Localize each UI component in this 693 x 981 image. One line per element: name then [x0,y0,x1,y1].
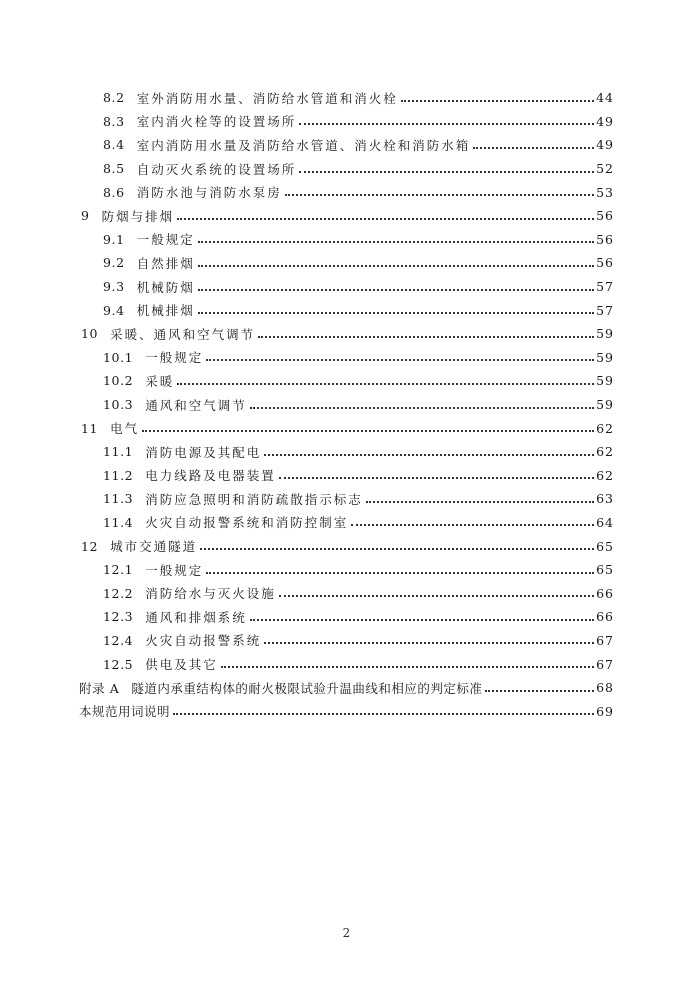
toc-entry-page: 56 [596,231,614,247]
toc-leader-dots [366,489,594,503]
toc-entry[interactable] [0,86,693,110]
toc-entry-title: 机械排烟 [136,303,195,319]
toc-entry-title: 电气 [110,421,140,437]
toc-entry-page: 56 [596,208,614,224]
toc-entry-title: 火灾自动报警系统 [145,633,262,649]
toc-leader-dots [258,324,594,338]
toc-leader-dots [142,418,594,432]
toc-entry-title: 室内消防用水量及消防给水管道、消火栓和消防水箱 [136,137,471,153]
toc-leader-dots [250,607,594,621]
toc-leader-dots [264,442,594,456]
toc-entry-title: 消防给水与灭火设施 [145,586,276,602]
toc-entry-title: 火灾自动报警系统和消防控制室 [145,515,349,531]
toc-entry-number: 8.2 [103,90,125,106]
toc-entry-page: 65 [596,562,614,578]
toc-leader-dots [279,583,594,597]
toc-leader-dots [250,395,594,409]
toc-entry-number: 12.5 [103,656,134,672]
toc-entry-page: 49 [596,137,614,153]
toc-entry-title: 电力线路及电器装置 [145,468,276,484]
toc-entry[interactable] [0,652,693,676]
toc-entry-page: 67 [596,656,614,672]
toc-entry-page: 62 [596,467,614,483]
toc-entry-page: 52 [596,161,614,177]
toc-entry[interactable] [0,699,693,723]
toc-entry[interactable] [0,157,693,181]
toc-leader-dots [401,88,594,102]
toc-entry-title: 消防应急照明和消防疏散指示标志 [145,491,363,507]
toc-entry-number: 9.2 [103,255,125,271]
toc-entry-title: 隧道内承重结构体的耐火极限试验升温曲线和相应的判定标准 [131,680,483,696]
toc-entry-page: 56 [596,255,614,271]
toc-entry-page: 57 [596,302,614,318]
toc-entry[interactable] [0,558,693,582]
toc-entry-number: 12.4 [103,632,134,648]
toc-entry-title: 室外消防用水量、消防给水管道和消火栓 [136,90,398,106]
toc-entry-page: 44 [596,90,614,106]
toc-entry-number: 12.3 [103,609,134,625]
toc-leader-dots [177,371,594,385]
toc-entry[interactable] [0,204,693,228]
toc-entry-title: 自然排烟 [136,255,195,271]
toc-leader-dots [200,536,594,550]
toc-entry-title: 防烟与排烟 [101,208,175,224]
toc-leader-dots [485,678,594,692]
toc-entry-number: 附录 A [79,680,120,696]
toc-entry-page: 57 [596,279,614,295]
toc-entry[interactable] [0,133,693,157]
toc-leader-dots [198,229,594,243]
toc-leader-dots [198,300,594,314]
toc-entry[interactable] [0,440,693,464]
toc-entry-title: 采暖、通风和空气调节 [110,326,256,342]
toc-entry[interactable] [0,251,693,275]
toc-entry-number: 11 [81,420,99,436]
toc-entry-number: 12.1 [103,562,134,578]
toc-entry[interactable] [0,322,693,346]
toc-leader-dots [299,159,594,173]
toc-entry[interactable] [0,393,693,417]
toc-leader-dots [299,111,594,125]
toc-entry-title: 一般规定 [136,232,195,248]
toc-entry-number: 11.1 [103,444,134,460]
toc-entry-page: 49 [596,113,614,129]
toc-entry-page: 63 [596,491,614,507]
toc-entry-number: 12.2 [103,585,134,601]
toc-entry[interactable] [0,487,693,511]
toc-entry-number: 10.1 [103,349,134,365]
toc-entry[interactable] [0,629,693,653]
toc-entry-number: 11.2 [103,467,134,483]
table-of-contents [0,86,693,723]
toc-entry-number: 10 [81,326,99,342]
toc-entry[interactable] [0,228,693,252]
toc-entry-title: 室内消火栓等的设置场所 [136,114,297,130]
toc-entry-number: 10.2 [103,373,134,389]
toc-entry-number: 9 [81,208,90,224]
toc-entry[interactable] [0,275,693,299]
toc-leader-dots [206,560,594,574]
toc-entry[interactable] [0,511,693,535]
toc-entry-number: 8.3 [103,113,125,129]
toc-entry[interactable] [0,346,693,370]
toc-entry-title: 通风和空气调节 [145,397,247,413]
toc-entry-title: 消防电源及其配电 [145,444,262,460]
toc-entry-title: 城市交通隧道 [110,539,198,555]
toc-entry-title: 供电及其它 [145,657,218,673]
toc-leader-dots [279,465,594,479]
toc-entry[interactable] [0,416,693,440]
toc-leader-dots [285,182,594,196]
toc-entry[interactable] [0,581,693,605]
toc-entry-page: 69 [596,703,614,719]
toc-entry-number: 11.4 [103,514,134,530]
toc-entry-page: 66 [596,585,614,601]
toc-entry-page: 59 [596,397,614,413]
toc-entry-number: 9.4 [103,302,125,318]
toc-entry-title: 采暖 [145,373,175,389]
toc-entry-number: 8.5 [103,161,125,177]
toc-leader-dots [198,277,594,291]
toc-entry-title: 自动灭火系统的设置场所 [136,161,297,177]
toc-entry-page: 65 [596,538,614,554]
toc-entry-number: 8.4 [103,137,125,153]
toc-entry[interactable] [0,464,693,488]
page-number: 2 [342,926,351,940]
toc-leader-dots [264,630,594,644]
toc-entry[interactable] [0,110,693,134]
toc-leader-dots [473,135,594,149]
toc-entry-number: 9.1 [103,231,125,247]
toc-entry-number: 10.3 [103,397,134,413]
toc-entry-number: 12 [81,538,99,554]
toc-entry-page: 66 [596,609,614,625]
toc-entry[interactable] [0,534,693,558]
toc-leader-dots [198,253,594,267]
toc-entry-page: 68 [596,680,614,696]
toc-entry-page: 62 [596,444,614,460]
toc-entry[interactable] [0,369,693,393]
toc-leader-dots [173,701,594,715]
toc-entry[interactable] [0,180,693,204]
toc-entry[interactable] [0,676,693,700]
toc-entry[interactable] [0,605,693,629]
toc-entry-page: 62 [596,420,614,436]
toc-entry-title: 一般规定 [145,350,204,366]
toc-entry-title: 通风和排烟系统 [145,609,247,625]
toc-entry-number: 8.6 [103,184,125,200]
toc-entry-page: 59 [596,373,614,389]
toc-leader-dots [177,206,594,220]
toc-entry-title: 本规范用词说明 [79,704,171,720]
toc-entry[interactable] [0,298,693,322]
toc-leader-dots [206,347,594,361]
toc-entry-number: 9.3 [103,279,125,295]
toc-leader-dots [351,512,594,526]
toc-entry-page: 59 [596,326,614,342]
toc-entry-page: 64 [596,514,614,530]
toc-entry-page: 53 [596,184,614,200]
toc-entry-page: 59 [596,349,614,365]
toc-entry-page: 67 [596,632,614,648]
toc-entry-title: 一般规定 [145,562,204,578]
toc-entry-title: 机械防烟 [136,279,195,295]
toc-entry-title: 消防水池与消防水泵房 [136,185,282,201]
toc-entry-number: 11.3 [103,491,134,507]
toc-leader-dots [221,654,594,668]
